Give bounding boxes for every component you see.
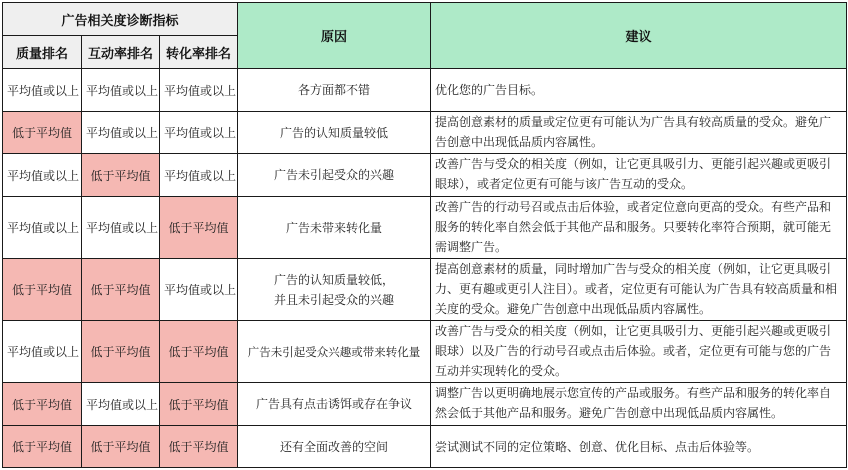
table-row (3, 259, 847, 321)
reason-line-2: 并且未引起受众的兴趣 (274, 292, 395, 307)
quality-ranking-cell: 低于平均值 (3, 259, 82, 321)
reason-cell: 各方面都不错 (238, 69, 431, 112)
table-row (3, 383, 847, 426)
reason-line-1: 广告的认知质量较低， (274, 272, 395, 287)
conversion-ranking-cell: 低于平均值 (160, 426, 238, 468)
reason-cell: 广告未引起受众兴趣或带来转化量 (238, 321, 431, 383)
advice-cell: 改善广告与受众的相关度（例如，让它更具吸引力、更能引起兴趣或更吸引眼球），或者定位更有可能与该广告互动的受众。 (431, 154, 847, 197)
column-header-advice: 建议 (431, 3, 847, 69)
reason-cell: 广告未引起受众的兴趣 (238, 154, 431, 197)
quality-ranking-cell: 平均值或以上 (3, 197, 82, 259)
reason-cell: 广告具有点击诱饵或存在争议 (238, 383, 431, 426)
advice-cell: 调整广告以更明确地展示您宣传的产品或服务。有些产品和服务的转化率自然会低于其他产品和服务。避免广告创意中出现低品质内容属性。 (431, 383, 847, 426)
table-row (3, 154, 847, 197)
conversion-ranking-cell: 低于平均值 (160, 383, 238, 426)
engagement-ranking-cell: 平均值或以上 (82, 112, 160, 154)
table-row (3, 426, 847, 468)
quality-ranking-cell: 平均值或以上 (3, 154, 82, 197)
group-header-diagnostics: 广告相关度诊断指标 (3, 3, 238, 36)
engagement-ranking-cell: 平均值或以上 (82, 197, 160, 259)
reason-cell: 广告的认知质量较低 (238, 112, 431, 154)
quality-ranking-cell: 平均值或以上 (3, 69, 82, 112)
conversion-ranking-cell: 低于平均值 (160, 321, 238, 383)
engagement-ranking-cell: 低于平均值 (82, 426, 160, 468)
advice-cell: 提高创意素材的质量，同时增加广告与受众的相关度（例如，让它更具吸引力、更有趣或更引人注目）。或者，定位更有可能认为广告具有较高质量和相关度的受众。避免广告创意中出现低品质内容属性。 (431, 259, 847, 321)
column-header-quality-ranking: 质量排名 (3, 36, 82, 69)
quality-ranking-cell: 低于平均值 (3, 426, 82, 468)
engagement-ranking-cell: 低于平均值 (82, 321, 160, 383)
table-row (3, 69, 847, 112)
column-header-conversion-ranking: 转化率排名 (160, 36, 238, 69)
quality-ranking-cell: 平均值或以上 (3, 321, 82, 383)
conversion-ranking-cell: 平均值或以上 (160, 112, 238, 154)
quality-ranking-cell: 低于平均值 (3, 112, 82, 154)
ad-relevance-diagnostics-table (2, 2, 847, 468)
engagement-ranking-cell: 平均值或以上 (82, 69, 160, 112)
advice-cell: 提高创意素材的质量或定位更有可能认为广告具有较高质量的受众。避免广告创意中出现低品质内容属性。 (431, 112, 847, 154)
conversion-ranking-cell: 平均值或以上 (160, 259, 238, 321)
table-row (3, 197, 847, 259)
reason-cell: 还有全面改善的空间 (238, 426, 431, 468)
engagement-ranking-cell: 低于平均值 (82, 259, 160, 321)
advice-cell: 改善广告的行动号召或点击后体验，或者定位意向更高的受众。有些产品和服务的转化率自然会低于其他产品和服务。只要转化率符合预期，就可能无需调整广告。 (431, 197, 847, 259)
column-header-reason: 原因 (238, 3, 431, 69)
reason-cell: 广告未带来转化量 (238, 197, 431, 259)
advice-cell: 改善广告与受众的相关度（例如，让它更具吸引力、更能引起兴趣或更吸引眼球）以及广告的行动号召或点击后体验。或者，定位更有可能与您的广告互动并实现转化的受众。 (431, 321, 847, 383)
reason-cell (238, 259, 431, 321)
advice-cell: 优化您的广告目标。 (431, 69, 847, 112)
advice-cell: 尝试测试不同的定位策略、创意、优化目标、点击后体验等。 (431, 426, 847, 468)
column-header-engagement-ranking: 互动率排名 (82, 36, 160, 69)
engagement-ranking-cell: 低于平均值 (82, 154, 160, 197)
table-row (3, 112, 847, 154)
conversion-ranking-cell: 平均值或以上 (160, 69, 238, 112)
conversion-ranking-cell: 平均值或以上 (160, 154, 238, 197)
engagement-ranking-cell: 平均值或以上 (82, 383, 160, 426)
table-row (3, 321, 847, 383)
conversion-ranking-cell: 低于平均值 (160, 197, 238, 259)
quality-ranking-cell: 低于平均值 (3, 383, 82, 426)
